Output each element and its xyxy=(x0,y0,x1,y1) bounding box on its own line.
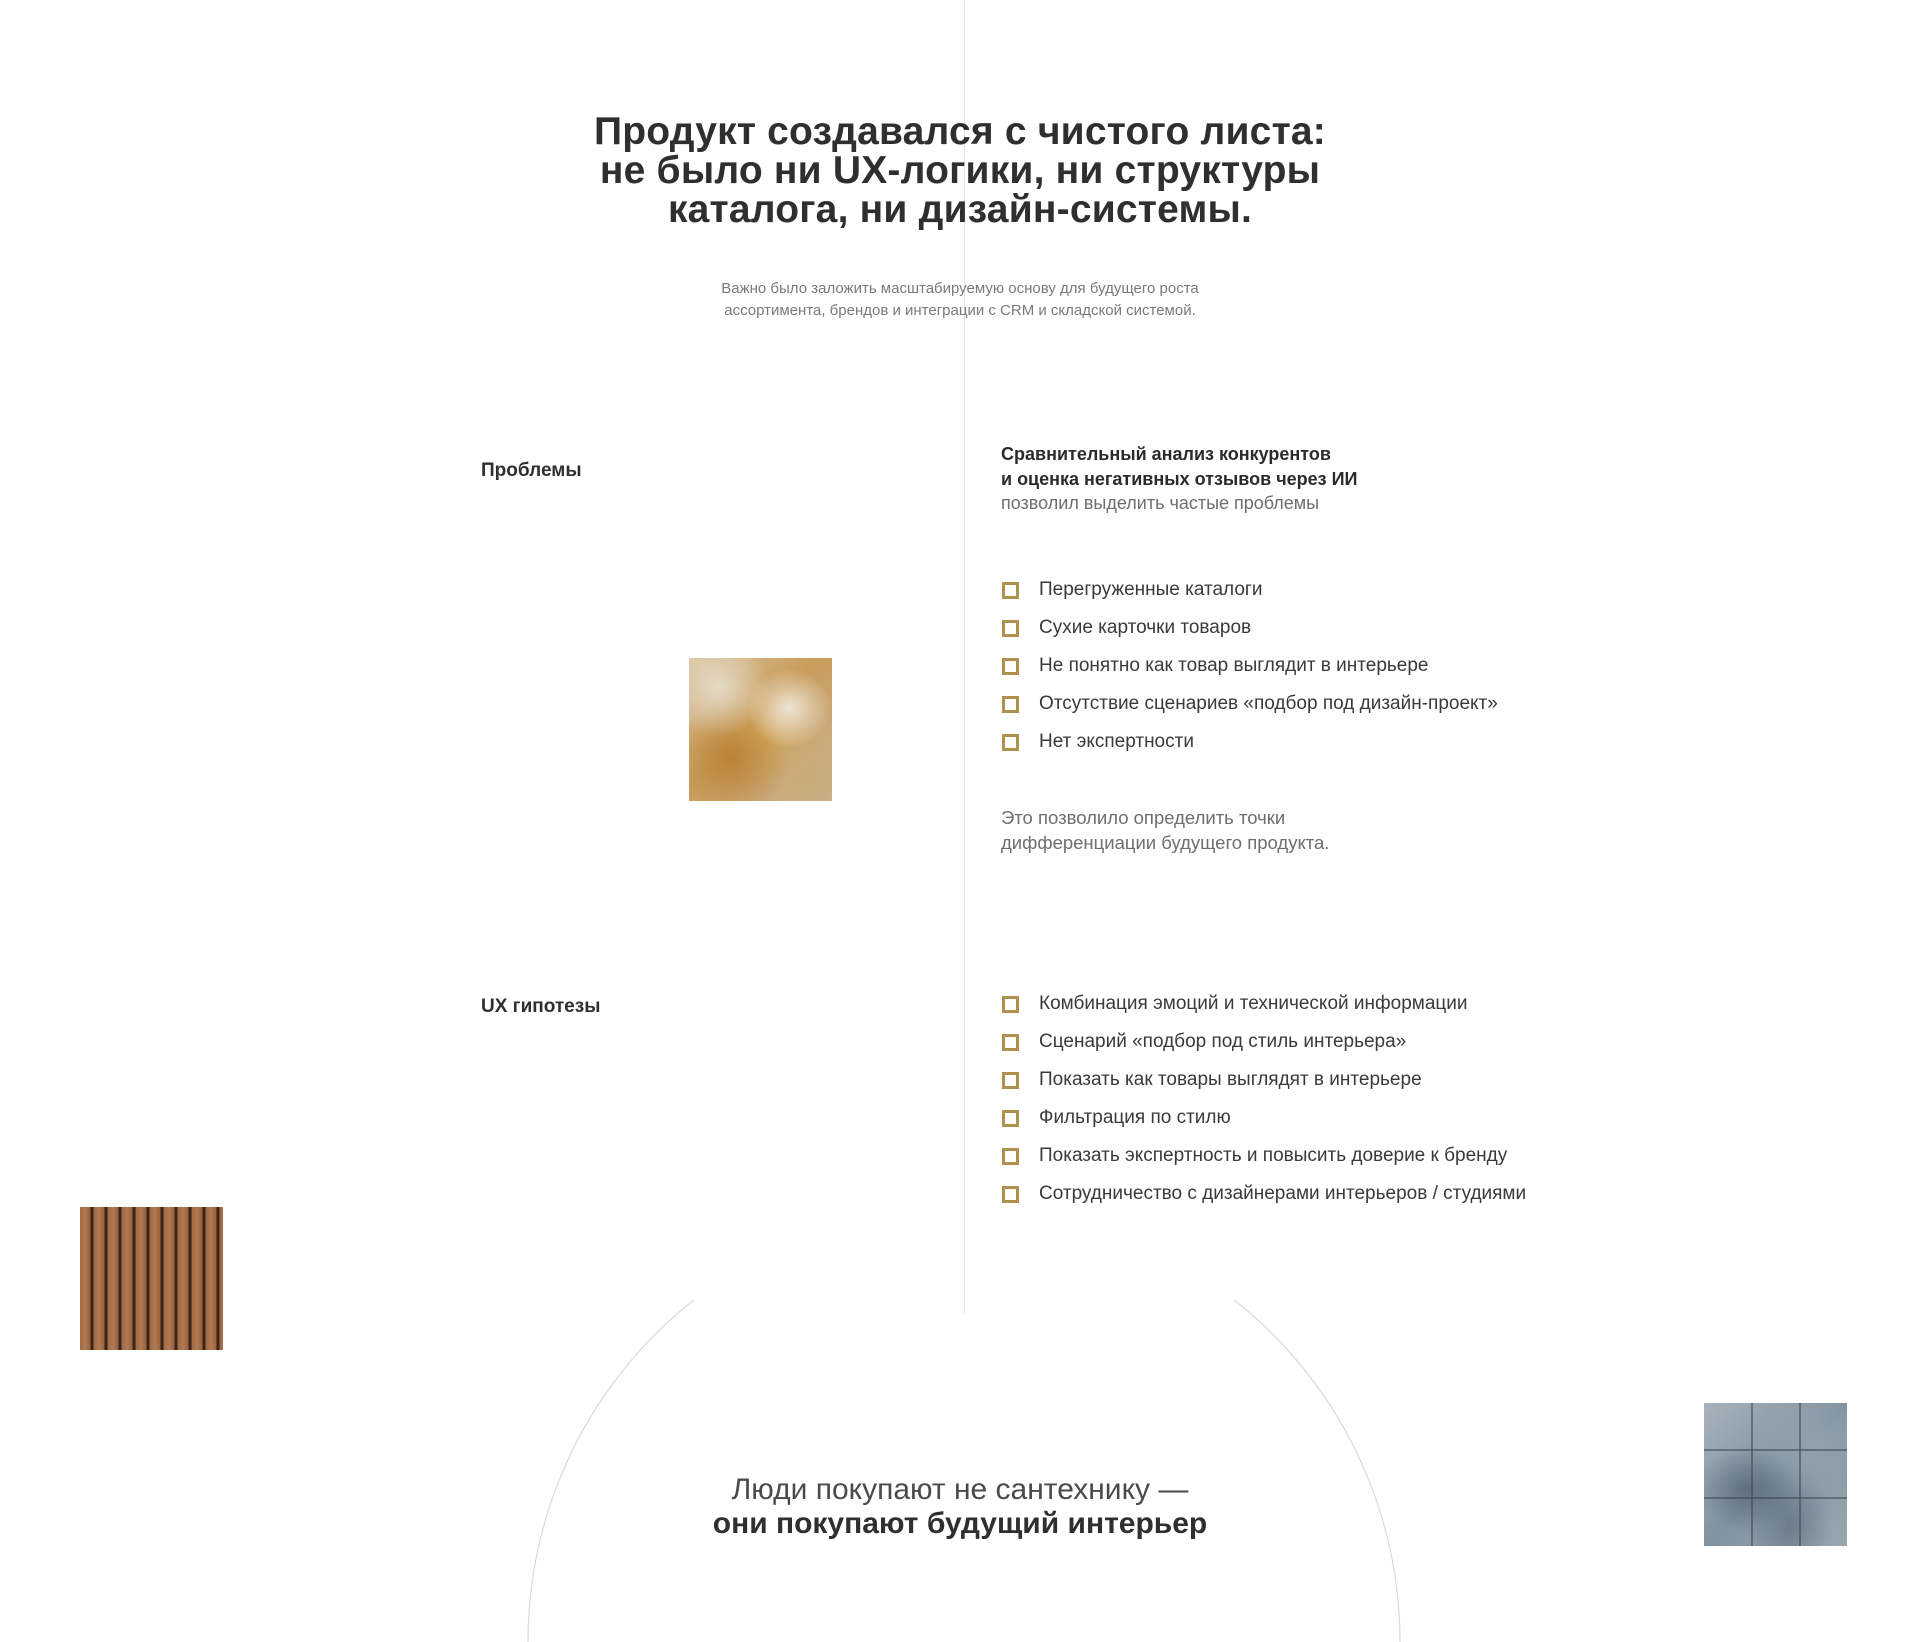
hypotheses-list-item xyxy=(1001,1106,1526,1144)
square-bullet-icon xyxy=(1002,1110,1019,1127)
intro-headline-line: каталога, ни дизайн-системы. xyxy=(667,188,1253,231)
hypotheses-list-item xyxy=(1001,1182,1526,1220)
quote-line-bold: они покупают будущий интерьер xyxy=(712,1507,1208,1540)
intro-headline xyxy=(460,112,1460,229)
problems-list-item xyxy=(1001,692,1498,730)
conclusion-line: дифференциации будущего продукта. xyxy=(1001,831,1330,853)
square-bullet-icon xyxy=(1002,1186,1019,1203)
intro-headline-line: Продукт создавался с чистого листа: xyxy=(594,110,1326,153)
square-bullet-icon xyxy=(1002,620,1019,637)
problems-section-label: Проблемы xyxy=(481,460,582,481)
intro-subtext-line: Важно было заложить масштабируемую основу для будущего роста xyxy=(721,280,1199,297)
analysis-light-line: позволил выделить частые проблемы xyxy=(1001,493,1320,513)
conclusion-line: Это позволило определить точки xyxy=(1001,807,1286,828)
hypotheses-list-item-label: Показать экспертность и повысить доверие к бренду xyxy=(1039,1145,1508,1166)
decorative-arc xyxy=(0,1300,1920,1642)
hypotheses-list-item-label: Показать как товары выглядят в интерьере xyxy=(1039,1069,1422,1090)
square-bullet-icon xyxy=(1002,1034,1019,1051)
problems-list-item xyxy=(1001,616,1498,654)
hypotheses-list-item xyxy=(1001,1068,1526,1106)
analysis-bold-line: Сравнительный анализ конкурентов xyxy=(1001,444,1331,464)
problems-list-item-label: Перегруженные каталоги xyxy=(1039,579,1263,600)
problems-analysis-text xyxy=(1001,442,1601,516)
square-bullet-icon xyxy=(1002,658,1019,675)
problems-list-item-label: Нет экспертности xyxy=(1039,731,1194,752)
problems-list-item xyxy=(1001,654,1498,692)
hypotheses-list xyxy=(1001,992,1526,1220)
stone-texture-tile xyxy=(689,658,832,801)
hypotheses-list-item-label: Фильтрация по стилю xyxy=(1039,1107,1231,1128)
square-bullet-icon xyxy=(1002,996,1019,1013)
hypotheses-list-item-label: Сотрудничество с дизайнерами интерьеров / студиями xyxy=(1039,1183,1527,1204)
analysis-bold-line: и оценка негативных отзывов через ИИ xyxy=(1001,468,1358,489)
problems-list-item-label: Сухие карточки товаров xyxy=(1039,617,1252,638)
square-bullet-icon xyxy=(1002,696,1019,713)
square-bullet-icon xyxy=(1002,1148,1019,1165)
problems-list xyxy=(1001,578,1498,768)
intro-headline-line: не было ни UX-логики, ни структуры xyxy=(599,149,1321,192)
quote-line-light: Люди покупают не сантехнику — xyxy=(731,1473,1189,1506)
bottom-quote xyxy=(560,1473,1360,1541)
hypotheses-list-item-label: Комбинация эмоций и технической информации xyxy=(1039,993,1468,1014)
problems-list-item xyxy=(1001,578,1498,616)
intro-subtext-line: ассортимента, брендов и интеграции с CRM и складской системой. xyxy=(724,302,1196,319)
problems-list-item-label: Не понятно как товар выглядит в интерьере xyxy=(1039,655,1429,676)
hypotheses-section-label: UX гипотезы xyxy=(481,996,601,1017)
problems-list-item-label: Отсутствие сценариев «подбор под дизайн-проект» xyxy=(1039,693,1498,714)
wood-texture-tile xyxy=(80,1207,223,1350)
square-bullet-icon xyxy=(1002,582,1019,599)
problems-conclusion xyxy=(1001,806,1501,855)
square-bullet-icon xyxy=(1002,1072,1019,1089)
square-bullet-icon xyxy=(1002,734,1019,751)
hypotheses-list-item xyxy=(1001,992,1526,1030)
hypotheses-list-item-label: Сценарий «подбор под стиль интерьера» xyxy=(1039,1031,1407,1052)
slate-texture-tile xyxy=(1704,1403,1847,1546)
hypotheses-list-item xyxy=(1001,1030,1526,1068)
hypotheses-list-item xyxy=(1001,1144,1526,1182)
problems-list-item xyxy=(1001,730,1498,768)
intro-subtext xyxy=(560,278,1360,322)
